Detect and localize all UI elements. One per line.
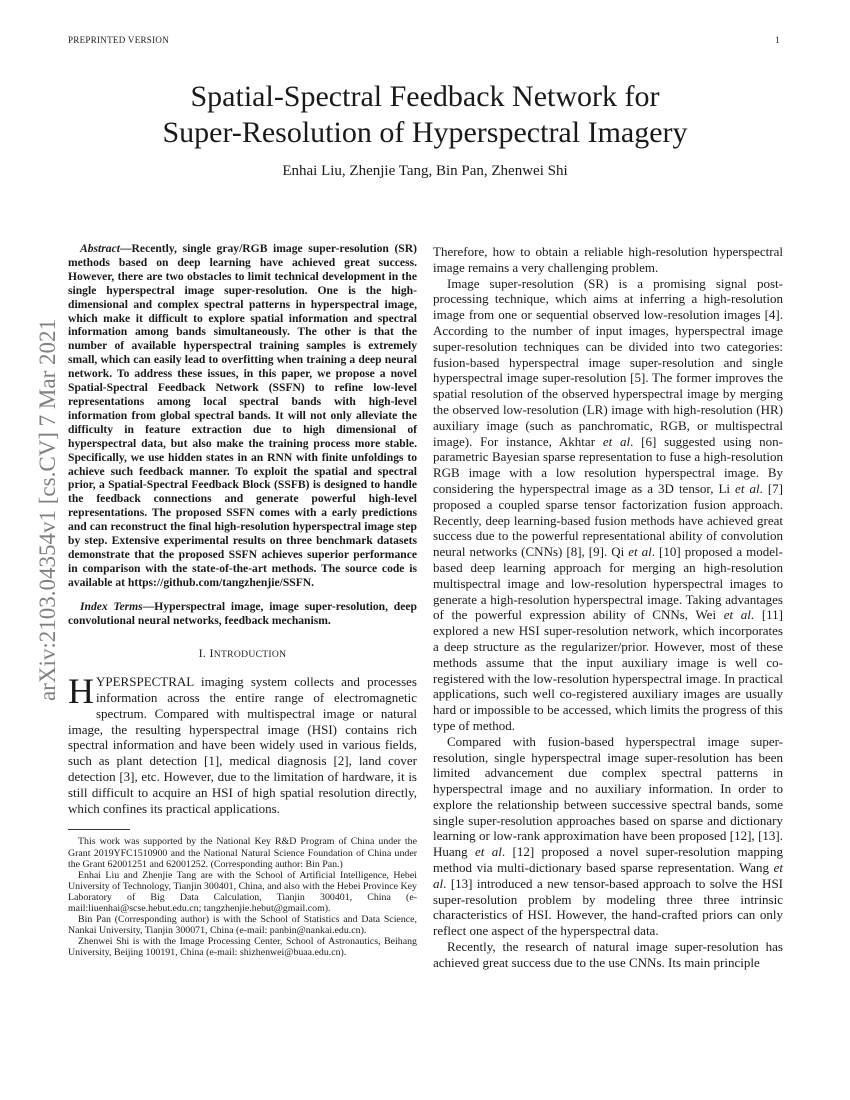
intro-text: imaging system collects and processes information across the entire range of electromagnetic spectrum. Compared with multispectral image or natural image, the resulting hyperspectral image (HSI) contains rich spectral information and have been widely used in various fields, such as plant detection [1], medical diagnosis [2], land cover detection [3], etc. However, due to the limitation of hardware, it is still difficult to acquire an HSI of high spatial resolution directly, which confines its practical applications. xyxy=(68,674,417,816)
intro-paragraph xyxy=(68,671,417,816)
index-terms-label: Index Terms xyxy=(80,599,143,613)
abstract-label: Abstract xyxy=(80,242,120,255)
text-run: Compared with fusion-based hyperspectral image super-resolution, single hyperspectral image super-resolution has been limited advancement due complex spectral patterns in hyperspectral image and no auxiliary information. In order to explore the relationship between successive spectral bands, some single super-resolution approaches based on sparse and dictionary learning or low-rank approximation have been proposed [12], [13]. Huang xyxy=(433,733,783,860)
paragraph-natural-sr: Recently, the research of natural image super-resolution has achieved great success due to the use CNNs. Its main principle xyxy=(433,939,783,970)
paragraph-continued: Therefore, how to obtain a reliable high-resolution hyperspectral image remains a very challenging problem. xyxy=(433,244,783,275)
text-run: . [7] proposed a coupled sparse tensor factorization fusion approach. Recently, deep learning-based fusion methods have achieved great success due to the powerful representational ability of convolution neural networks (CNNs) [8], [9]. Qi xyxy=(433,480,783,560)
et-al: et al xyxy=(433,860,783,891)
left-column xyxy=(68,242,417,958)
text-run: Image super-resolution (SR) is a promising signal post-processing technique, which aims at inferring a high-resolution image from one or sequential observed low-resolution images [4]. According to the number of input images, hyperspectral image super-resolution techniques can be divided into two categories: fusion-based hyperspectral image super-resolution and single hyperspectral image super-resolution [5]. The former improves the spatial resolution of the observed hyperspectral image by merging the observed low-resolution (LR) image with high-resolution (HR) auxiliary image (such as panchromatic, RGB, or multispectral image). For instance, Akhtar xyxy=(433,275,783,449)
et-al: et al xyxy=(475,844,502,860)
footnote-rule xyxy=(68,829,130,830)
title-line-2: Super-Resolution of Hyperspectral Imagery xyxy=(162,116,688,149)
index-terms-text: —Hyperspectral image, image super-resolution, deep convolutional neural networks, feedback mechanism. xyxy=(68,599,417,627)
arxiv-stamp xyxy=(35,270,60,750)
title-line-1: Spatial-Spectral Feedback Network for xyxy=(190,80,660,113)
right-column xyxy=(433,244,783,971)
text-run: . [10] proposed a model-based deep learning approach for merging an high-resolution multispectral image and low-resolution hyperspectral images to generate a high-resolution hyperspectral image. Taking advantages of the powerful expression ability of CNNs, Wei xyxy=(433,544,783,623)
paragraph-single-sr xyxy=(433,734,783,939)
text-run: . [12] proposed a novel super-resolution mapping method via multi-dictionary based sparse representation. Wang xyxy=(433,844,783,876)
paragraph-sr-overview xyxy=(433,276,783,734)
author-list: Enhai Liu, Zhenjie Tang, Bin Pan, Zhenwei Shi xyxy=(282,163,568,179)
footnote-affiliation-3: Zhenwei Shi is with the Image Processing Center, School of Astronautics, Beihang University, Beijing 100191, China (e-mail: shizhenwei@buaa.edu.cn). xyxy=(68,936,417,959)
text-run: . [6] suggested using non-parametric Bayesian sparse representation to fuse a high-resolution RGB image with a low resolution hyperspectral image. By considering the hyperspectral image as a 3D tensor, Li xyxy=(433,433,783,496)
text-run: . [11] explored a new HSI super-resolution network, which incorporates a deep structure as the regularizer/prior. However, most of these methods assume that the input auxiliary image is well co-registered with the low-resolution hyperspectral image. In practical applications, such well co-registered auxiliary images are usually hard or impossible to be accessed, which limits the progress of this type of method. xyxy=(433,607,783,733)
intro-lead-upper: YPERSPECTRAL xyxy=(96,674,194,690)
drop-cap: H xyxy=(68,671,94,712)
et-al: et al xyxy=(723,607,751,623)
section-title-rest: NTRODUCTION xyxy=(213,649,287,661)
footnote-affiliation-1: Enhai Liu and Zhenjie Tang are with the School of Artificial Intelligence, Hebei University of Technology, Tianjin 300401, China, and also with the Hebei Province Key Laboratory of Big Data Calculation, Tianjin 300401, China (e-mail:liuenhai@scse.hebut.edu.cn; tangzhenjie.hebut@gmail.com). xyxy=(68,869,417,914)
et-al: et al xyxy=(628,544,652,560)
footnote-funding: This work was supported by the National Key R&D Program of China under the Grant 2019YFC1510900 and the National Natural Science Foundation of China under the Grant 62001251 and 62001252. (Corresponding author: Bin Pan.) xyxy=(68,836,417,870)
abstract xyxy=(68,242,417,590)
arxiv-stamp-text: arXiv:2103.04354v1 [cs.CV] 7 Mar 2021 xyxy=(35,318,60,702)
footnote-affiliation-2: Bin Pan (Corresponding author) is with the School of Statistics and Data Science, Nankai University, Tianjin 300071, China (e-mail: panbin@nankai.edu.cn). xyxy=(68,914,417,937)
text-run: . [13] introduced a new tensor-based approach to solve the HSI super-resolution problem by modeling three three intrinsic characteristics of HSI. However, the hand-crafted priors can only reflect one aspect of the hyperspectral data. xyxy=(433,875,783,939)
et-al: et al xyxy=(602,433,631,449)
section-number: I. xyxy=(198,646,210,661)
index-terms xyxy=(68,600,417,628)
running-header: PREPRINTED VERSION xyxy=(68,35,169,45)
section-title-first-letter: I xyxy=(209,646,214,661)
section-heading-introduction xyxy=(68,646,417,663)
et-al: et al xyxy=(735,480,760,496)
paper-title xyxy=(100,79,750,151)
page-number: 1 xyxy=(775,35,780,45)
abstract-text: —Recently, single gray/RGB image super-resolution (SR) methods based on deep learning have achieved great success. However, there are two obstacles to limit technical development in the single hyperspectral image super-resolution. One is the high-dimensional and complex spectral patterns in hyperspectral image, which make it difficult to explore spatial information and spectral information among bands simultaneously. The other is that the number of available hyperspectral training samples is extremely small, which can easily lead to overfitting when training a deep neural network. To address these issues, in this paper, we propose a novel Spatial-Spectral Feedback Network (SSFN) to refine low-level representations among local spectral bands with high-level information from global spectral bands. It will not only alleviate the difficulty in feature extraction due to high dimensional of hyperspectral data, but also make the training process more stable. Specifically, we use hidden states in an RNN with finite unfoldings to achieve such feedback manner. To exploit the spatial and spectral prior, a Spatial-Spectral Feedback Block (SSFB) is designed to handle the feedback connections and generate powerful high-level representations. The proposed SSFN comes with a early predictions and can reconstruct the final high-resolution hyperspectral image step by step. Extensive experimental results on three benchmark datasets demonstrate that the proposed SSFN achieves superior performance in comparison with the state-of-the-art methods. The source code is available at https://github.com/tangzhenjie/SSFN. xyxy=(68,242,417,589)
